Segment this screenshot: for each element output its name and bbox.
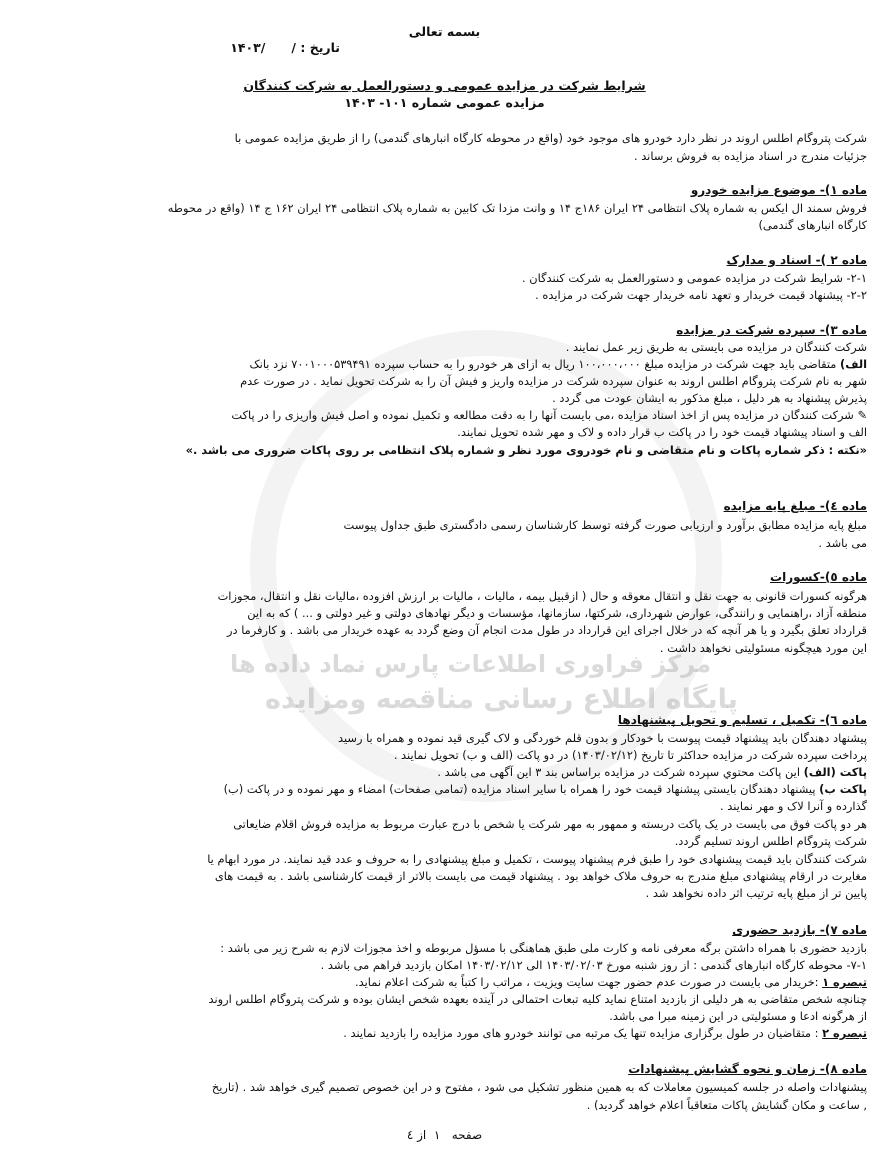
article-7-mid-2: از هرگونه ادعا و مسئولیتی در این زمینه مبرا می باشد. bbox=[609, 1009, 867, 1023]
article-6-line-1: پیشنهاد دهندگان باید پیشنهاد قیمت پیوست با خودکار و بدون قلم خوردگی و لاک گیری قید نموده و همراه با رسید bbox=[338, 731, 867, 745]
intro-line-2: جزئیات مندرج در اسناد مزایده به فروش برساند . bbox=[633, 149, 867, 163]
article-6-pack-be bbox=[18, 781, 867, 797]
article-6-rest-6: پایین تر از مبلغ پایه ترتیب اثر داده نخواهد شد . bbox=[645, 886, 867, 900]
article-1-line-1: فروش سمند ال ایکس به شماره پلاک انتظامی ۲۴ ایران ۱۸۶ج ۱۴ و وانت مزدا تک کابین به شماره پلاک انتظامی ۲۴ ایران ۱۶۲ ج ۱۴ (واقع در محوطه bbox=[167, 201, 867, 215]
pen-line-text: شرکت کنندگان در مزایده پس از اخذ اسناد مزایده ،می بایست آنها را به دقت مطالعه و تکمیل نموده و اصل فیش واریزی را در پاکت bbox=[231, 408, 854, 422]
page-number: صفحه ۱ از ٤ bbox=[406, 1128, 483, 1142]
pack-alef-text: این پاکت محتوي سپرده شرکت در مزایده براساس بند ۳ این آگهی می باشد . bbox=[437, 765, 804, 779]
article-8-line-1: پیشنهادات واصله در جلسه کمیسیون معاملات که به همین منظور تشکیل می شود ، مفتوح و در این خصوص تصمیم گیری خواهد شد . (تاریخ bbox=[211, 1080, 867, 1094]
article-3-alef-line-2: شهر به نام شرکت پتروگام اطلس اروند به عنوان سپرده شرکت در مزایده واریز و فیش آن را به شرکت تحویل نماید . در صورت عدم bbox=[240, 374, 867, 388]
article-4-line-2: می باشد . bbox=[818, 536, 867, 550]
basmala: بسمه تعالی bbox=[408, 24, 481, 39]
article-5-heading: ماده ٥)-کسورات bbox=[770, 570, 867, 584]
article-1-heading: ماده ۱)- موضوع مزایده خودرو bbox=[690, 183, 867, 197]
intro-line-1: شرکت پتروگام اطلس اروند در نظر دارد خودرو های موجود خود (واقع در محوطه کارگاه انبارهای گندمی) را از طریق مزایده عمومی با bbox=[234, 131, 867, 145]
article-7-note-2 bbox=[18, 1025, 867, 1041]
article-2-heading: ماده ۲ )- اسناد و مدارک bbox=[726, 253, 867, 267]
note-1-label: تبصره ۱ bbox=[822, 975, 867, 989]
article-3-line-1: شرکت کنندگان در مزایده می بایستی به طریق زیر عمل نمایند . bbox=[565, 340, 867, 354]
pack-be-label: پاکت ب) bbox=[819, 782, 867, 796]
document-subtitle: مزایده عمومی شماره ۱۰۱- ۱۴۰۳ bbox=[344, 95, 545, 110]
article-6-pack-alef bbox=[18, 764, 867, 780]
article-6-rest-1: گذارده و آنرا لاک و مهر نمایند . bbox=[720, 799, 867, 813]
article-3-pen-line-2: الف و اسناد پیشنهاد قیمت خود را در پاکت ب قرار داده و لاک و مهر شده تحویل نمایند. bbox=[457, 425, 867, 439]
article-6-heading: ماده ٦)- تکمیل ، تسلیم و تحویل پیشنهادها bbox=[617, 713, 867, 727]
article-4-heading: ماده ٤)- مبلغ پایه مزایده bbox=[723, 499, 867, 513]
article-6-rest-4: شرکت کنندگان باید قیمت پیشنهادی خود را طبق فرم پیشنهاد پیوست ، تکمیل و مبلغ پیشنهادی را به حروف و عدد قید نمایند. در مورد ابهام یا bbox=[207, 852, 867, 866]
watermark-line-2: پایگاه اطلاع رسانی مناقصه ومزایده bbox=[265, 684, 738, 715]
article-7-line-2: ۷-۱- محوطه کارگاه انبارهای گندمی : از روز شنبه مورخ ۱۴۰۳/۰۲/۰۳ الی ۱۴۰۳/۰۲/۱۲ امکان بازدید فراهم می باشد . bbox=[320, 958, 867, 972]
note-2-text: : متقاضیان در طول برگزاری مزایده تنها یک مرتبه می توانند خودرو های مورد مزایده را بازدید نمایند . bbox=[343, 1026, 823, 1040]
date-row bbox=[180, 40, 340, 55]
article-8-heading: ماده ۸)- زمان و نحوه گشایش پیشنهادات bbox=[628, 1062, 867, 1076]
article-6-rest-2: هر دو پاکت فوق می بایست در یک پاکت دربسته و ممهور به مهر شرکت یا شخص با درج عبارت مربوط به مزایده فروش اقلام ضایعاتی bbox=[233, 817, 867, 831]
article-8-line-2: , ساعت و مکان گشایش پاکات متعاقباً اعلام خواهد گردید) . bbox=[586, 1098, 867, 1112]
article-6-rest-3: شرکت پتروگام اطلس اروند تسلیم گردد. bbox=[674, 834, 867, 848]
pen-icon: ✎ bbox=[857, 408, 867, 422]
article-3-note: «نکته : ذکر شماره پاکات و نام متقاضی و نام خودروی مورد نظر و شماره پلاک انتظامی بر روی پاکات ضروری می باشد .» bbox=[185, 443, 867, 457]
article-7-note-1 bbox=[18, 974, 867, 990]
article-1-line-2: کارگاه انبارهای گندمی) bbox=[758, 218, 867, 232]
article-7-line-1: بازدید حضوری با همراه داشتن برگه معرفی نامه و کارت ملی طبق هماهنگی با مسؤل مربوطه و اخذ مجوزات لازم به شرح زیر می باشد : bbox=[220, 941, 867, 955]
article-5-line-1: هرگونه کسورات قانونی به جهت نقل و انتقال معوقه و حال ( ازقبیل بیمه ، مالیات ، مالیات بر ارزش افزوده ،مالیات نقل و انتقال، مجوزات bbox=[217, 589, 867, 603]
article-6-rest-5: مغایرت در ارقام پیشنهادی مبلغ مندرج به حروف ملاک خواهد بود . پیشنهاد قیمت می بایست بالاتر از قیمت کارشناسی باشد . به قیمت های bbox=[214, 869, 867, 883]
article-6-line-2: پرداخت سپرده شرکت در مزایده حداکثر تا تاریخ (۱۴۰۳/۰۲/۱۲) در دو پاکت (الف و ب) تحویل نمایند . bbox=[393, 748, 867, 762]
pack-be-text: پیشنهاد دهندگان بایستی پیشنهاد قیمت خود را همراه با سایر اسناد مزایده (تمامی صفحات) امضاء و مهر نموده و در پاکت (ب) bbox=[223, 782, 820, 796]
article-2-line-2: ۲-۲- پیشنهاد قیمت خریدار و تعهد نامه خریدار جهت شرکت در مزایده . bbox=[535, 288, 867, 302]
article-3-pen-line bbox=[18, 407, 867, 423]
pack-alef-label: پاکت (الف) bbox=[803, 765, 867, 779]
alef-text-1: متقاضی باید جهت شرکت در مزایده مبلغ ۱۰۰،۰۰۰،۰۰۰ ریال به ازای هر خودرو را به حساب سپرده ۷۰۰۱۰۰۰۵۳۹۴۹۱ نزد بانک bbox=[249, 357, 837, 371]
document-title: شرایط شرکت در مزایده عمومی و دستورالعمل به شرکت کنندگان bbox=[243, 78, 646, 93]
date-value: / /۱۴۰۳ bbox=[230, 40, 296, 55]
article-3-alef-line-1 bbox=[18, 356, 867, 372]
watermark-line-1: مرکز فراوری اطلاعات پارس نماد داده ها bbox=[230, 650, 712, 678]
article-3-heading: ماده ۳)- سپرده شرکت در مزایده bbox=[676, 323, 867, 337]
article-7-mid-1: چنانچه شخص متقاضی به هر دلیلی از بازدید امتناع نماید کلیه تبعات احتمالی در آینده بعهده شخص ایشان بوده و شرکت پتروگام اطلس اروند bbox=[208, 992, 867, 1006]
article-5-line-2: منطقه آزاد ،راهنمایی و رانندگی، عوارض شهرداری، شرکتها، سازمانها، مؤسسات و دیگر نهادهای دولتی و غیر دولتی و ... ) که به این bbox=[247, 606, 867, 620]
note-1-text: :خریدار می بایست در صورت عدم حضور جهت سایت ویزیت ، مراتب را کتباً به شرکت اعلام نماید. bbox=[355, 975, 823, 989]
article-4-line-1: مبلغ پایه مزایده مطابق برآورد و ارزیابی صورت گرفته توسط کارشناسان رسمی دادگستری طبق جداول پیوست bbox=[343, 518, 867, 532]
article-7-heading: ماده ۷)- بازدید حضوری bbox=[732, 923, 867, 937]
article-5-line-3: قرارداد تعلق بگیرد و یا هر آنچه که در خلال اجرای این قرارداد در طول مدت انجام آن وضع گردد به عهده خریدار می باشد . و کارفرما در bbox=[227, 623, 867, 637]
article-2-line-1: ۲-۱- شرایط شرکت در مزایده عمومی و دستورالعمل به شرکت کنندگان . bbox=[522, 271, 867, 285]
date-label: تاریخ : bbox=[300, 40, 340, 55]
article-5-line-4: این مورد هیچگونه مسئولیتی نخواهد داشت . bbox=[659, 641, 867, 655]
note-2-label: تبصره ۲ bbox=[822, 1026, 867, 1040]
article-3-alef-line-3: پذیرش پیشنهاد به هر دلیل ، مبلغ مذکور به ایشان عودت می گردد . bbox=[552, 391, 867, 405]
alef-label: الف) bbox=[840, 357, 867, 371]
